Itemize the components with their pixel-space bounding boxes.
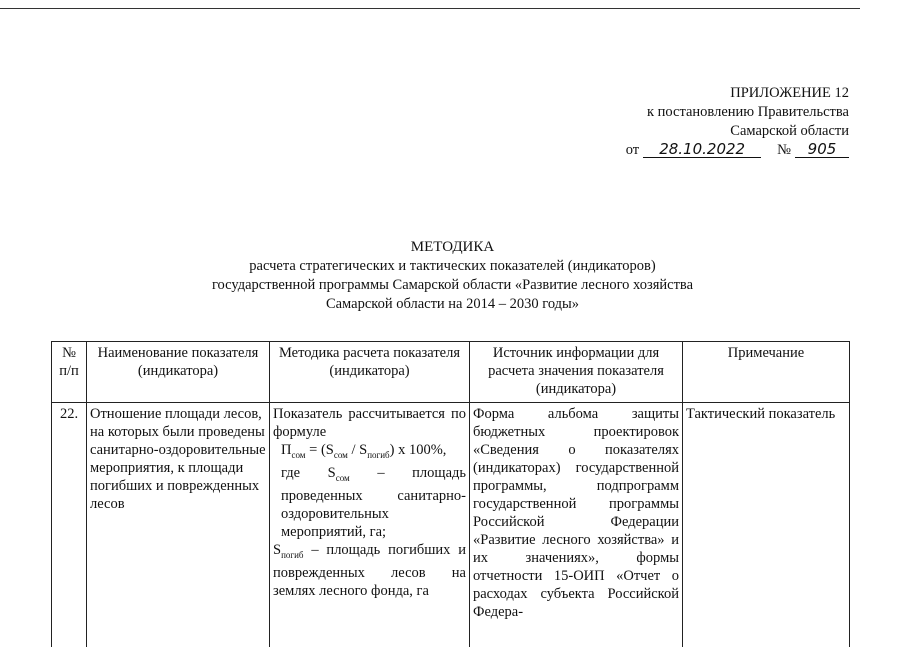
- handwritten-number: 905: [795, 141, 849, 158]
- method-definition-1: где $S_{сом}$ – площадь проведенных санитарно-оздоровительных мероприятий, га;: [273, 464, 466, 541]
- appendix-block: [529, 84, 849, 160]
- header-name: Наименование показателя (индикатора): [87, 342, 270, 403]
- appendix-title: ПРИЛОЖЕНИЕ 12: [529, 84, 849, 103]
- method-definition-2: $S_{погиб}$ – площадь погибших и поврежденных лесов на землях лесного фонда, га: [273, 541, 466, 600]
- method-title: МЕТОДИКА: [0, 238, 905, 257]
- header-source: Источник информации для расчета значения показателя (индикатора): [470, 342, 683, 403]
- row-name: Отношение площади лесов, на которых были проведены санитарно-оздоровительные мероприятия, к площади погибших и поврежденных лесов: [87, 403, 270, 647]
- top-rule: [0, 8, 860, 9]
- header-note: Примечание: [683, 342, 850, 403]
- appendix-line-2: Самарской области: [529, 122, 849, 141]
- header-num: № п/п: [52, 342, 87, 403]
- method-intro: Показатель рассчитывается по формуле: [273, 405, 466, 441]
- date-prefix: от: [626, 141, 639, 160]
- table-header-row: [52, 342, 850, 403]
- handwritten-date: 28.10.2022: [643, 141, 761, 158]
- method-line-1: расчета стратегических и тактических показателей (индикаторов): [0, 257, 905, 276]
- method-formula: $П_{сом} = (S_{сом} / S_{погиб})$ х 100%,: [273, 441, 466, 464]
- row-note: Тактический показатель: [683, 403, 850, 647]
- method-line-2: государственной программы Самарской области «Развитие лесного хозяйства: [0, 276, 905, 295]
- row-method: [270, 403, 470, 647]
- number-prefix: №: [777, 141, 791, 160]
- appendix-date-number: [529, 141, 849, 160]
- table-row: [52, 403, 850, 647]
- method-heading: [0, 238, 905, 314]
- indicators-table: [51, 341, 850, 647]
- method-line-3: Самарской области на 2014 – 2030 годы»: [0, 295, 905, 314]
- header-method: Методика расчета показателя (индикатора): [270, 342, 470, 403]
- appendix-line-1: к постановлению Правительства: [529, 103, 849, 122]
- row-source: Форма альбома защиты бюджетных проектировок «Сведения о показателях (индикаторах) государственной программы, подпрограмм государственной программы Российской Федерации «Развитие лесного хозяйства» и их значениях», формы отчетности 15-ОИП «Отчет о расходах субъекта Российской Федера-: [470, 403, 683, 647]
- row-num: 22.: [52, 403, 87, 647]
